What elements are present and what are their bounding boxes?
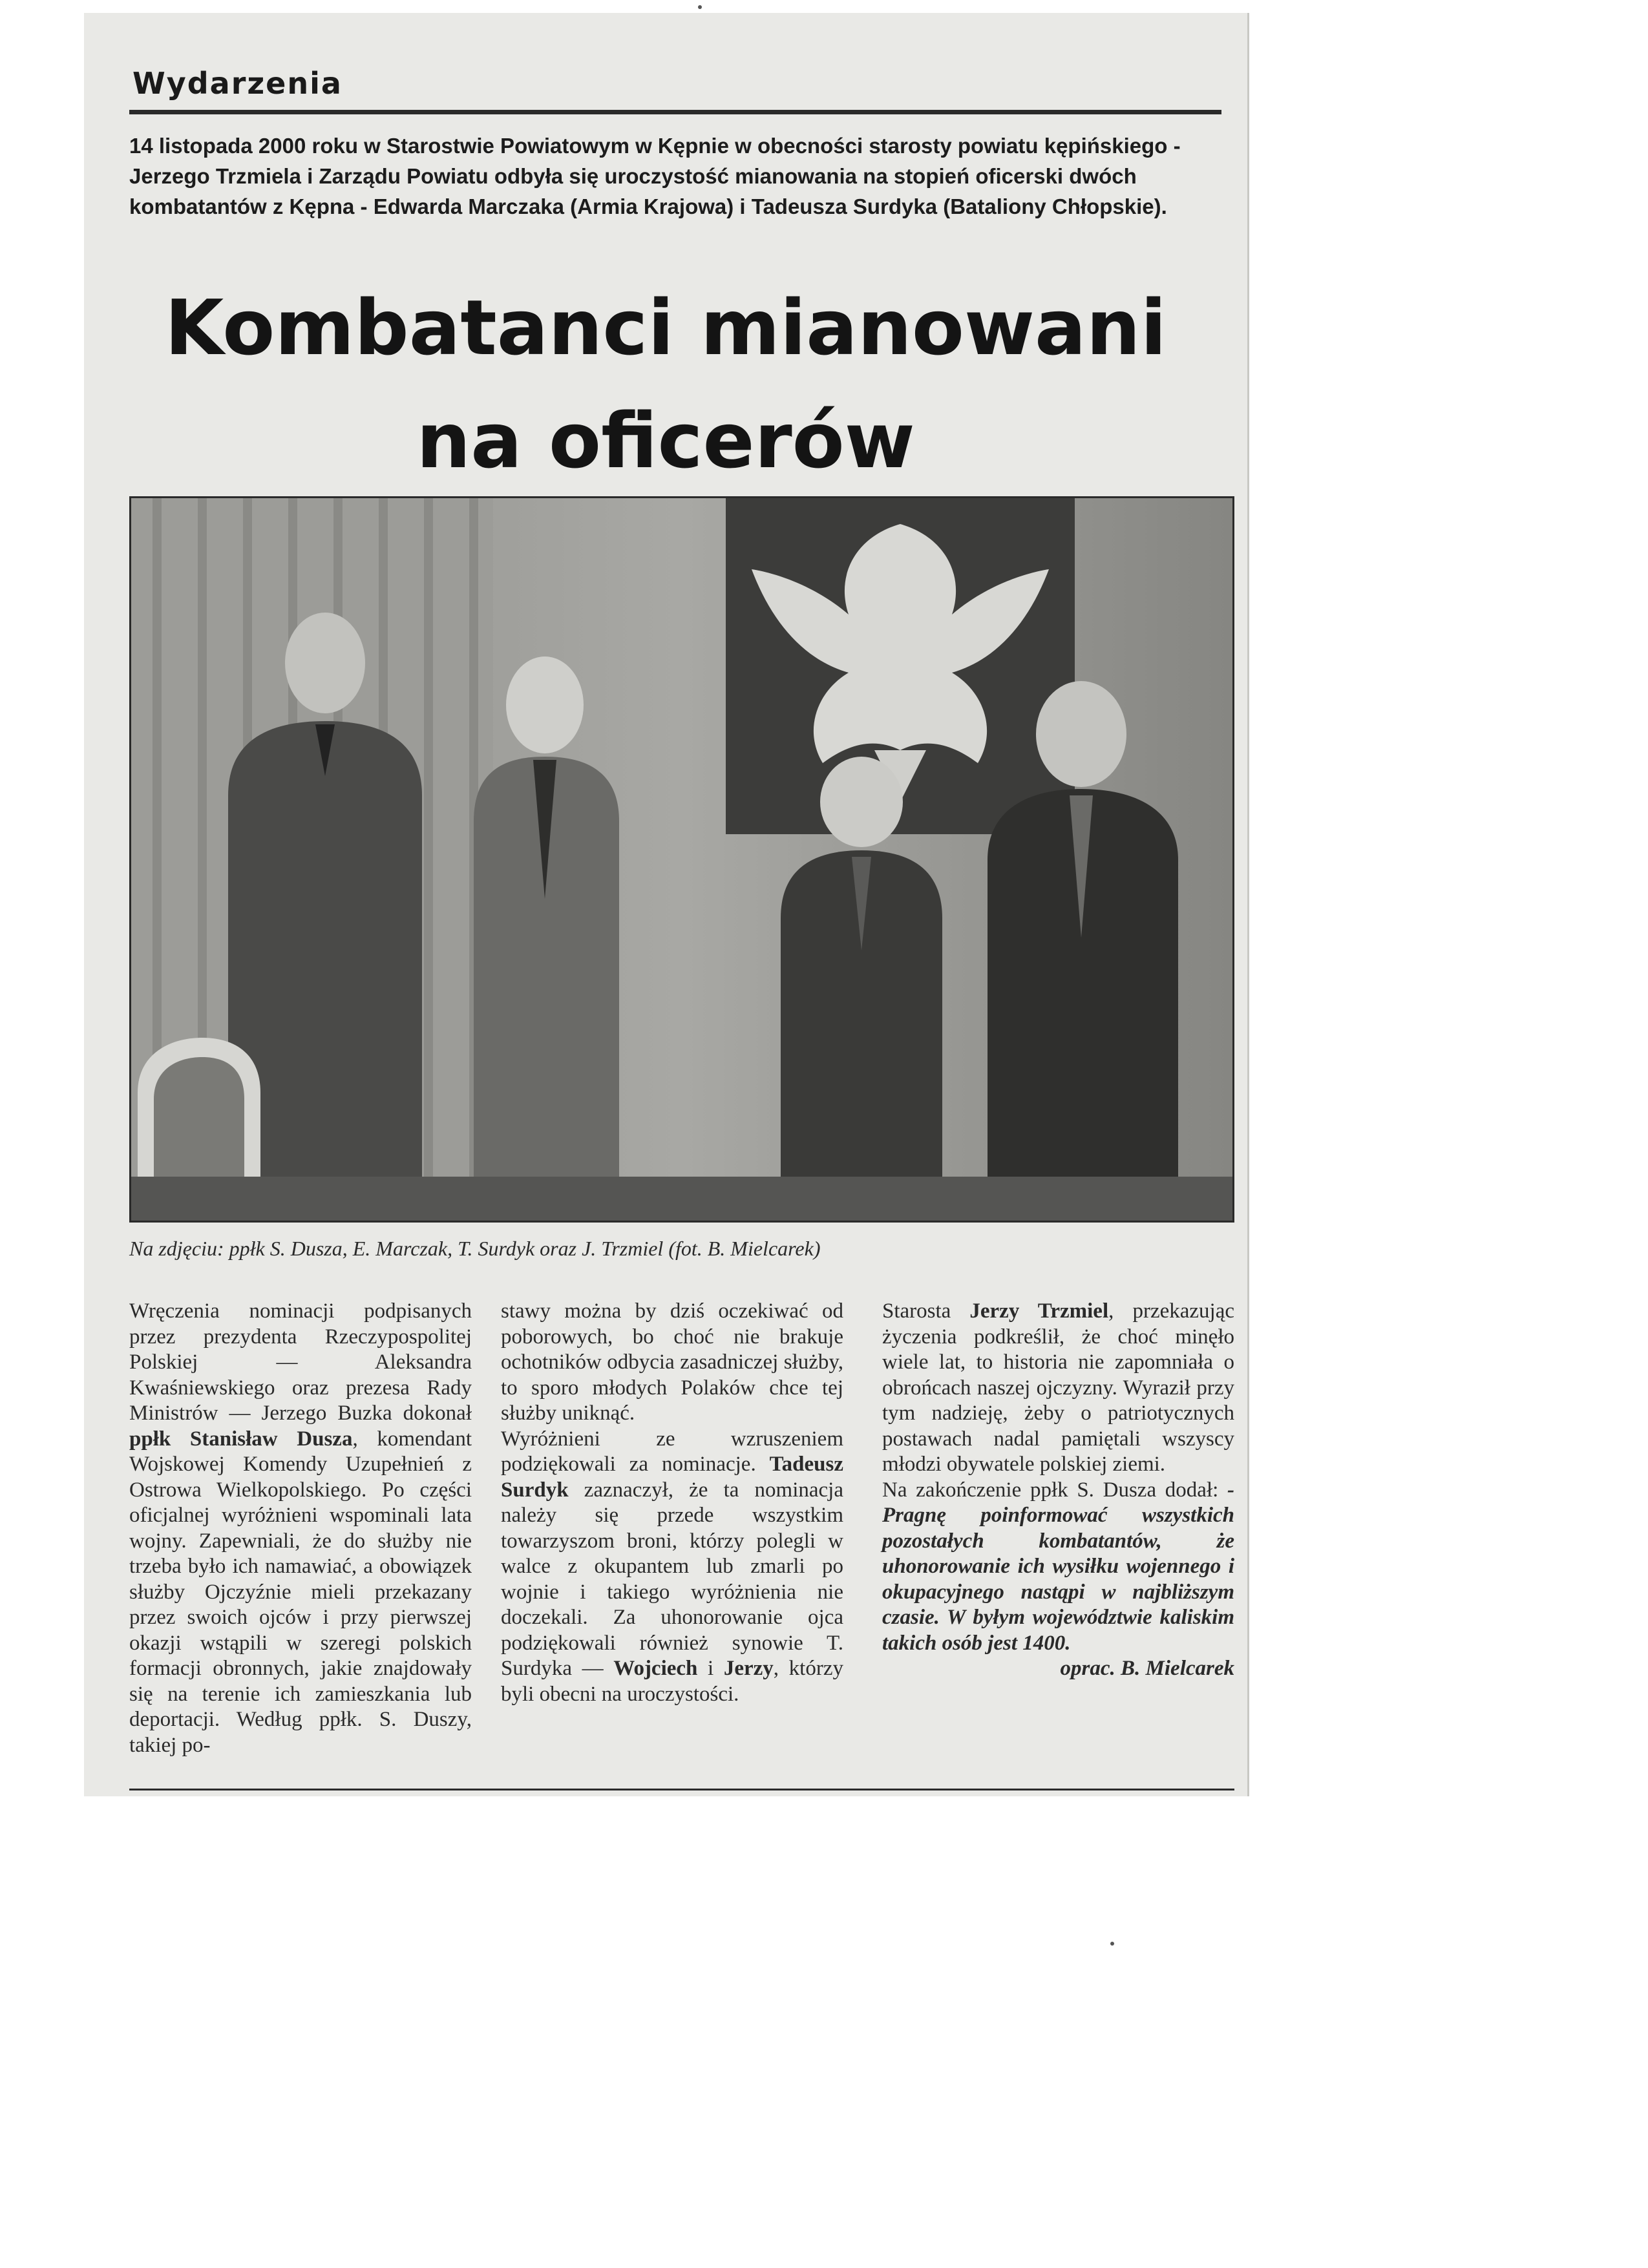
article-lead: 14 listopada 2000 roku w Starostwie Powiatowym w Kępnie w obecności starosty powiatu kępińskiego - Jerzego Trzmiela i Zarządu Powiatu odbyła się uroczystość mianowania na stopień oficerski dwóch kombatantów z Kępna - Edwarda Marczaka (Armia Krajowa) i Tadeusza Surdyka (Bataliony Chłopskie). (129, 134, 1181, 218)
eagle-emblem-icon (726, 498, 1075, 834)
text: zaznaczył, że ta nominacja należy się przede wszystkim towarzyszom broni, którzy polegli w walce z okupantem lub zmarli po wojnie i takiego wyróżnienia nie doczekali. Za uhonorowanie ojca podziękowali również synowie T. Surdyka — (501, 1478, 843, 1680)
table (131, 1177, 1232, 1221)
bold-name: Wojciech (613, 1657, 698, 1680)
scan-speck (1110, 1942, 1114, 1946)
newspaper-clipping (84, 13, 1249, 1796)
section-label: Wydarzenia (132, 66, 343, 101)
quote: - Pragnę poinformować wszystkich pozostałych kombatantów, że uhonorowanie ich wysiłku wojennego i okupacyjnego nastąpi w najbliższym czasie. W byłym województwie kaliskim takich osób jest 1400. (882, 1478, 1234, 1655)
bold-name: Jerzy Trzmiel (969, 1299, 1109, 1323)
paragraph: stawy można by dziś oczekiwać od poborowych, bo choć nie brakuje ochotników odbycia zasadniczej służby, to sporo młodych Polaków chce tej służby uniknąć. (501, 1299, 843, 1425)
bold-name: ppłk Stanisław Dusza (129, 1427, 353, 1451)
article-column-3 (882, 1299, 1234, 1682)
scan-speck (698, 5, 702, 9)
text: , przekazując życzenia podkreślił, że choć minęło wiele lat, to historia nie zapomniała o obrońcach naszej ojczyzny. Wyraził przy tym nadzieję, żeby o patriotycznych postawach nadal pamiętali wszyscy młodzi obywatele polskiej ziemi. (882, 1299, 1234, 1476)
text: , którzy byli obecni na uroczystości. (501, 1657, 843, 1706)
text: i (697, 1657, 724, 1680)
bottom-rule (129, 1789, 1234, 1790)
text: Na zakończenie ppłk S. Dusza dodał: (882, 1478, 1227, 1502)
article-headline (84, 271, 1247, 498)
headline-line-1: Kombatanci mianowani (164, 283, 1167, 372)
text: , komendant Wojskowej Komendy Uzupełnień z Ostrowa Wielkopolskiego. Po części oficjalnej wyróżnieni wspominali lata wojny. Zapewniali, że do służby nie trzeba było ich namawiać, a obowiązek służby Ojczyźnie mieli przekazany przez swoich ojców i przy pierwszej okazji wstąpili w szeregi polskich formacji obronnych, jakie znajdowały się na terenie ich zamieszkania lub deportacji. Według ppłk. S. Duszy, takiej po- (129, 1427, 472, 1757)
headline-line-2: na oficerów (416, 396, 915, 485)
text: Wręczenia nominacji podpisanych przez prezydenta Rzeczypospolitej Polskiej — Aleksandra Kwaśniewskiego oraz prezesa Rady Ministrów — Jerzego Buzka dokonał (129, 1299, 472, 1425)
text: Wyróżnieni ze wzruszeniem podziękowali za nominacje. (501, 1427, 843, 1476)
article-signature: oprac. B. Mielcarek (1060, 1657, 1234, 1680)
article-column-1 (129, 1299, 472, 1758)
photo-caption: Na zdjęciu: ppłk S. Dusza, E. Marczak, T. Surdyk oraz J. Trzmiel (fot. B. Mielcarek) (129, 1237, 821, 1260)
photo-illustration (131, 498, 1232, 1221)
text: Starosta (882, 1299, 970, 1323)
article-photo (129, 496, 1234, 1223)
article-column-2 (501, 1299, 843, 1707)
bold-name: Tadeusz Surdyk (501, 1453, 843, 1502)
section-rule (129, 110, 1221, 114)
bold-name: Jerzy (723, 1657, 774, 1680)
